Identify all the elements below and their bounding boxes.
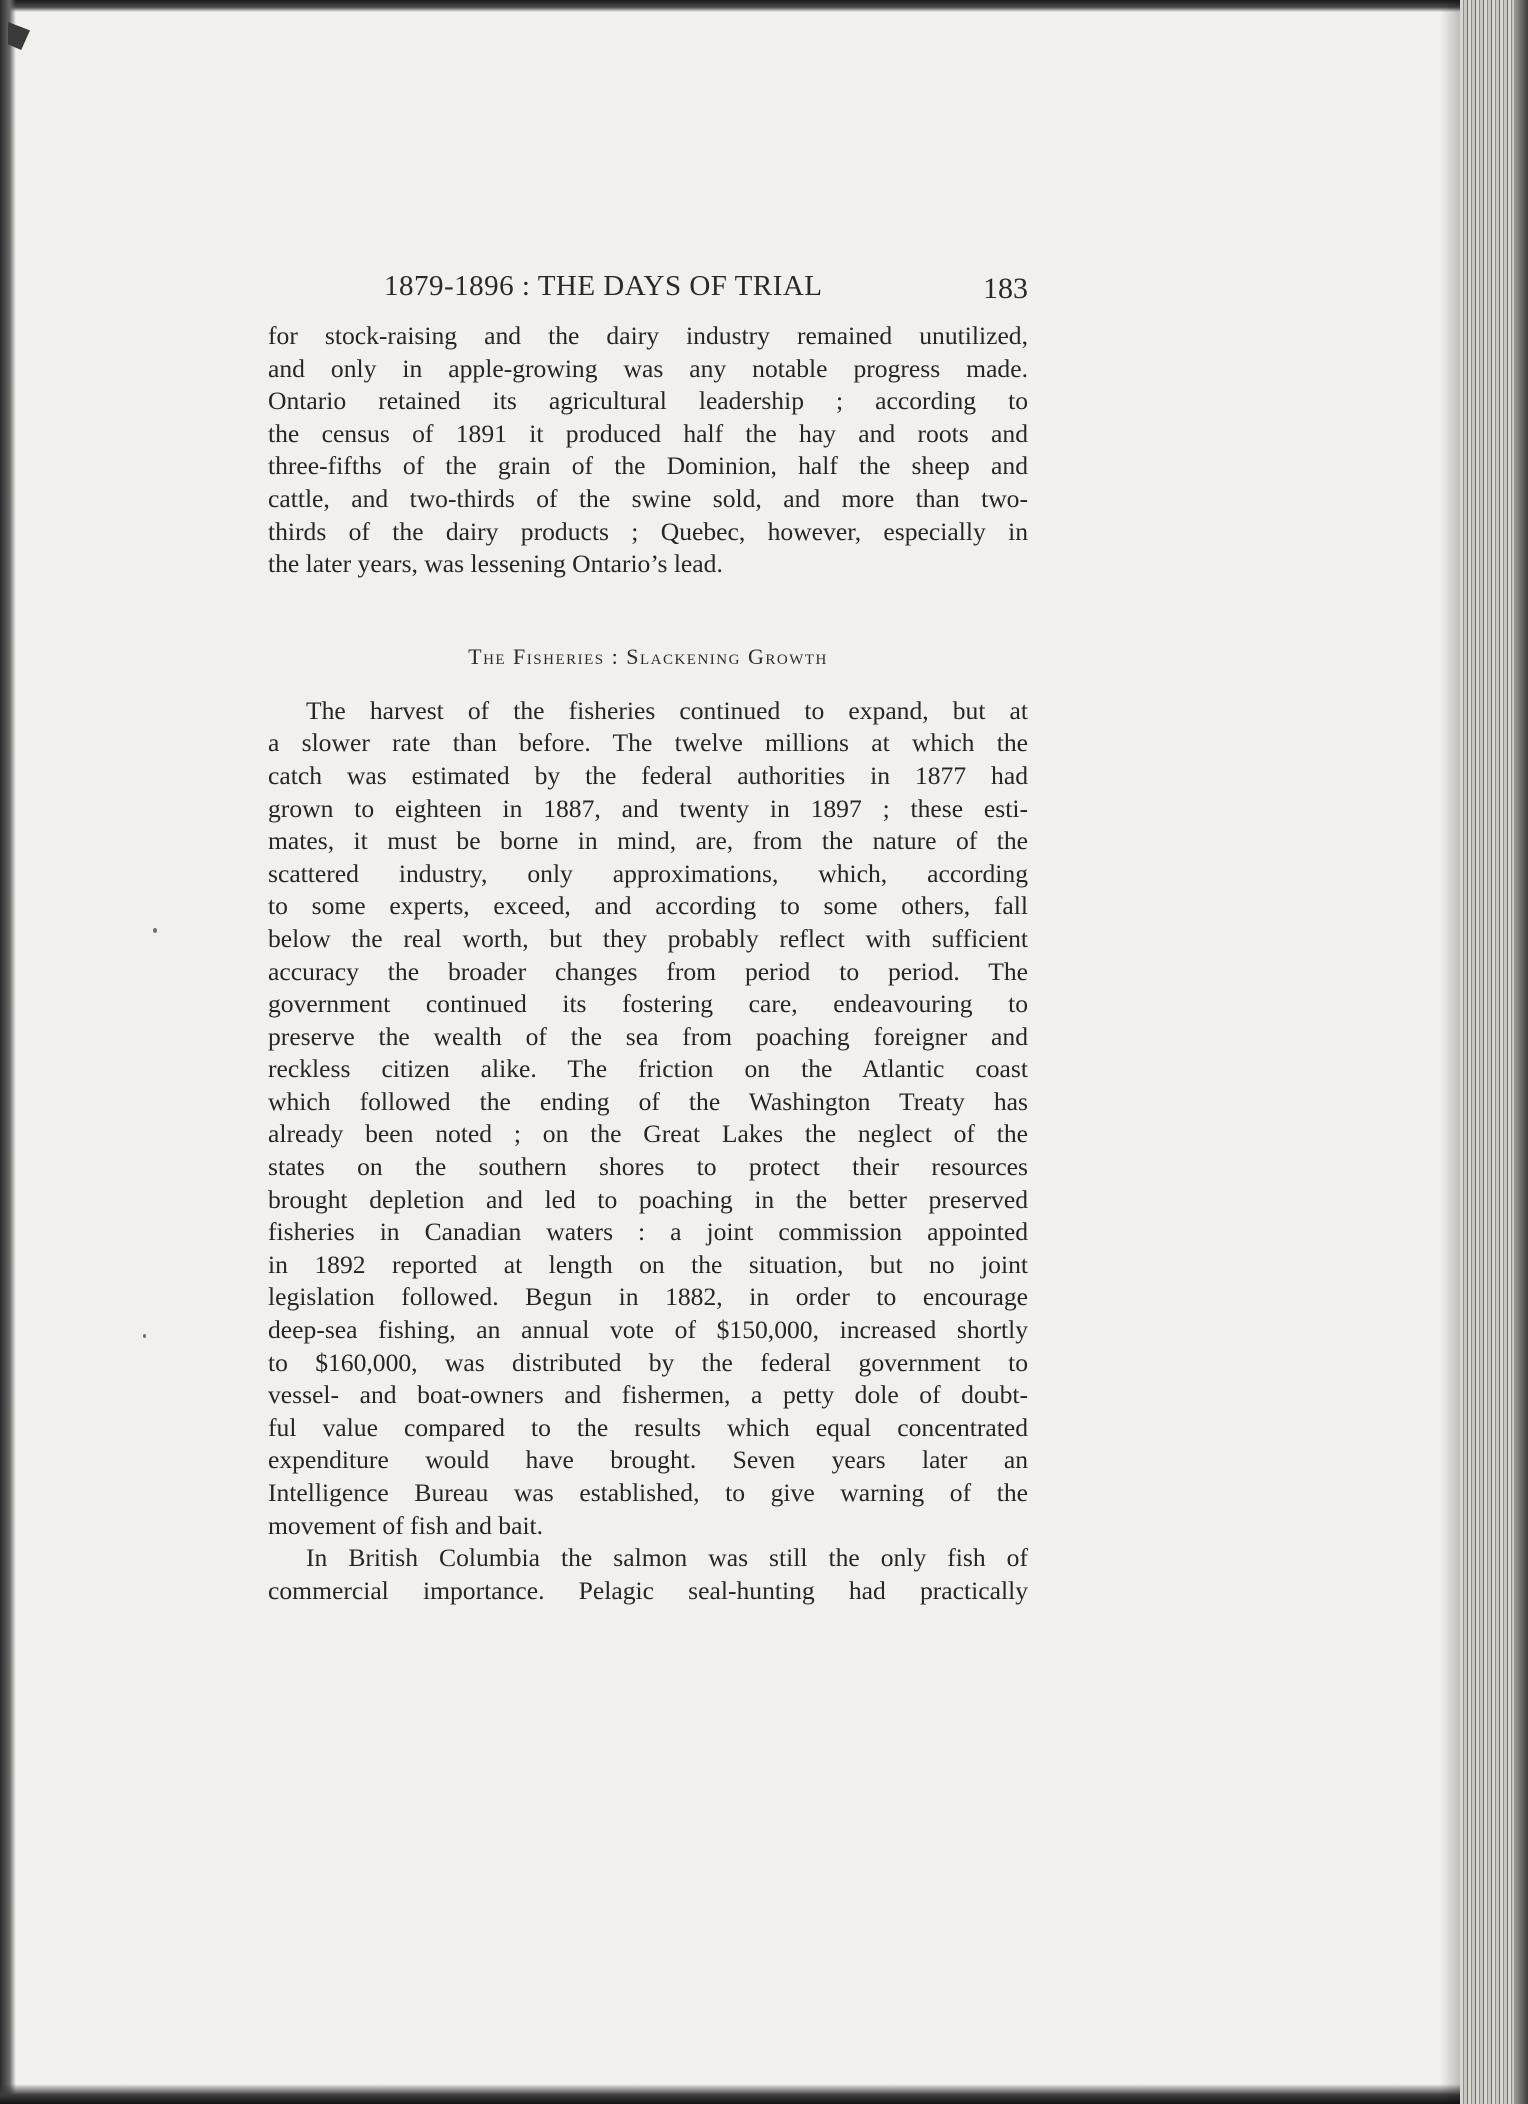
text-line: states on the southern shores to protect their resources: [268, 1152, 1028, 1182]
text-line: already been noted ; on the Great Lakes the neglect of the: [268, 1119, 1028, 1149]
page-header: [268, 270, 1028, 314]
fore-edge-dark-border: [1514, 0, 1528, 2104]
text-line: and only in apple-growing was any notable progress made.: [268, 353, 1028, 383]
text-line: to $160,000, was distributed by the federal government to: [268, 1347, 1028, 1377]
text-line: below the real worth, but they probably reflect with sufficient: [268, 923, 1028, 953]
bottom-shadow-edge: [0, 2084, 1528, 2104]
text-line: fisheries in Canadian waters : a joint commission appointed: [268, 1217, 1028, 1247]
body-text: [268, 320, 1028, 1607]
text-line: cattle, and two-thirds of the swine sold, and more than two-: [268, 483, 1028, 513]
text-line: in 1892 reported at length on the situation, but no joint: [268, 1249, 1028, 1279]
text-line: expenditure would have brought. Seven years later an: [268, 1445, 1028, 1475]
left-shadow-edge: [0, 0, 16, 2104]
text-line: a slower rate than before. The twelve millions at which the: [268, 728, 1028, 758]
paper-speck: [143, 1334, 146, 1338]
text-line: to some experts, exceed, and according to some others, fall: [268, 891, 1028, 921]
text-line: grown to eighteen in 1887, and twenty in 1897 ; these esti-: [268, 793, 1028, 823]
text-line: the census of 1891 it produced half the hay and roots and: [268, 418, 1028, 448]
text-line: The harvest of the fisheries continued to expand, but at: [306, 695, 1028, 725]
text-line: Ontario retained its agricultural leadership ; according to: [268, 386, 1028, 416]
text-line: the later years, was lessening Ontario’s lead.: [268, 549, 723, 579]
text-line: brought depletion and led to poaching in the better preserved: [268, 1184, 1028, 1214]
text-line: for stock-raising and the dairy industry remained unutilized,: [268, 321, 1028, 350]
section-heading: The Fisheries : Slackening Growth: [468, 643, 828, 669]
text-line: commercial importance. Pelagic seal-hunting had practically: [268, 1575, 1028, 1605]
text-line: government continued its fostering care, endeavouring to: [268, 989, 1028, 1019]
text-line: movement of fish and bait.: [268, 1510, 544, 1540]
running-head: 1879-1896 : THE DAYS OF TRIAL: [384, 270, 823, 302]
paragraph-british-columbia: [268, 1542, 1028, 1607]
text-line: preserve the wealth of the sea from poaching foreigner and: [268, 1021, 1028, 1051]
page-number: 183: [983, 272, 1028, 305]
left-corner-mark: [8, 22, 30, 50]
text-line: deep-sea fishing, an annual vote of $150,000, increased shortly: [268, 1315, 1028, 1345]
text-line: scattered industry, only approximations, which, according: [268, 858, 1028, 888]
text-line: reckless citizen alike. The friction on the Atlantic coast: [268, 1054, 1028, 1084]
paragraph-continued: [268, 320, 1028, 581]
text-line: legislation followed. Begun in 1882, in order to encourage: [268, 1282, 1028, 1312]
paragraph-fisheries: [268, 695, 1028, 1542]
paper-speck: [153, 928, 157, 933]
text-line: three-fifths of the grain of the Dominion, half the sheep and: [268, 451, 1028, 481]
top-shadow-edge: [0, 0, 1528, 12]
text-line: catch was estimated by the federal authorities in 1877 had: [268, 760, 1028, 790]
text-line: In British Columbia the salmon was still the only fish of: [306, 1543, 1028, 1573]
text-line: vessel- and boat-owners and fishermen, a petty dole of doubt-: [268, 1380, 1028, 1410]
text-line: thirds of the dairy products ; Quebec, however, especially in: [268, 516, 1028, 546]
text-line: ful value compared to the results which equal concentrated: [268, 1412, 1028, 1442]
text-line: mates, it must be borne in mind, are, from the nature of the: [268, 826, 1028, 856]
text-line: Intelligence Bureau was established, to give warning of the: [268, 1478, 1028, 1507]
text-line: accuracy the broader changes from period to period. The: [268, 956, 1028, 986]
text-line: which followed the ending of the Washington Treaty has: [268, 1086, 1028, 1116]
